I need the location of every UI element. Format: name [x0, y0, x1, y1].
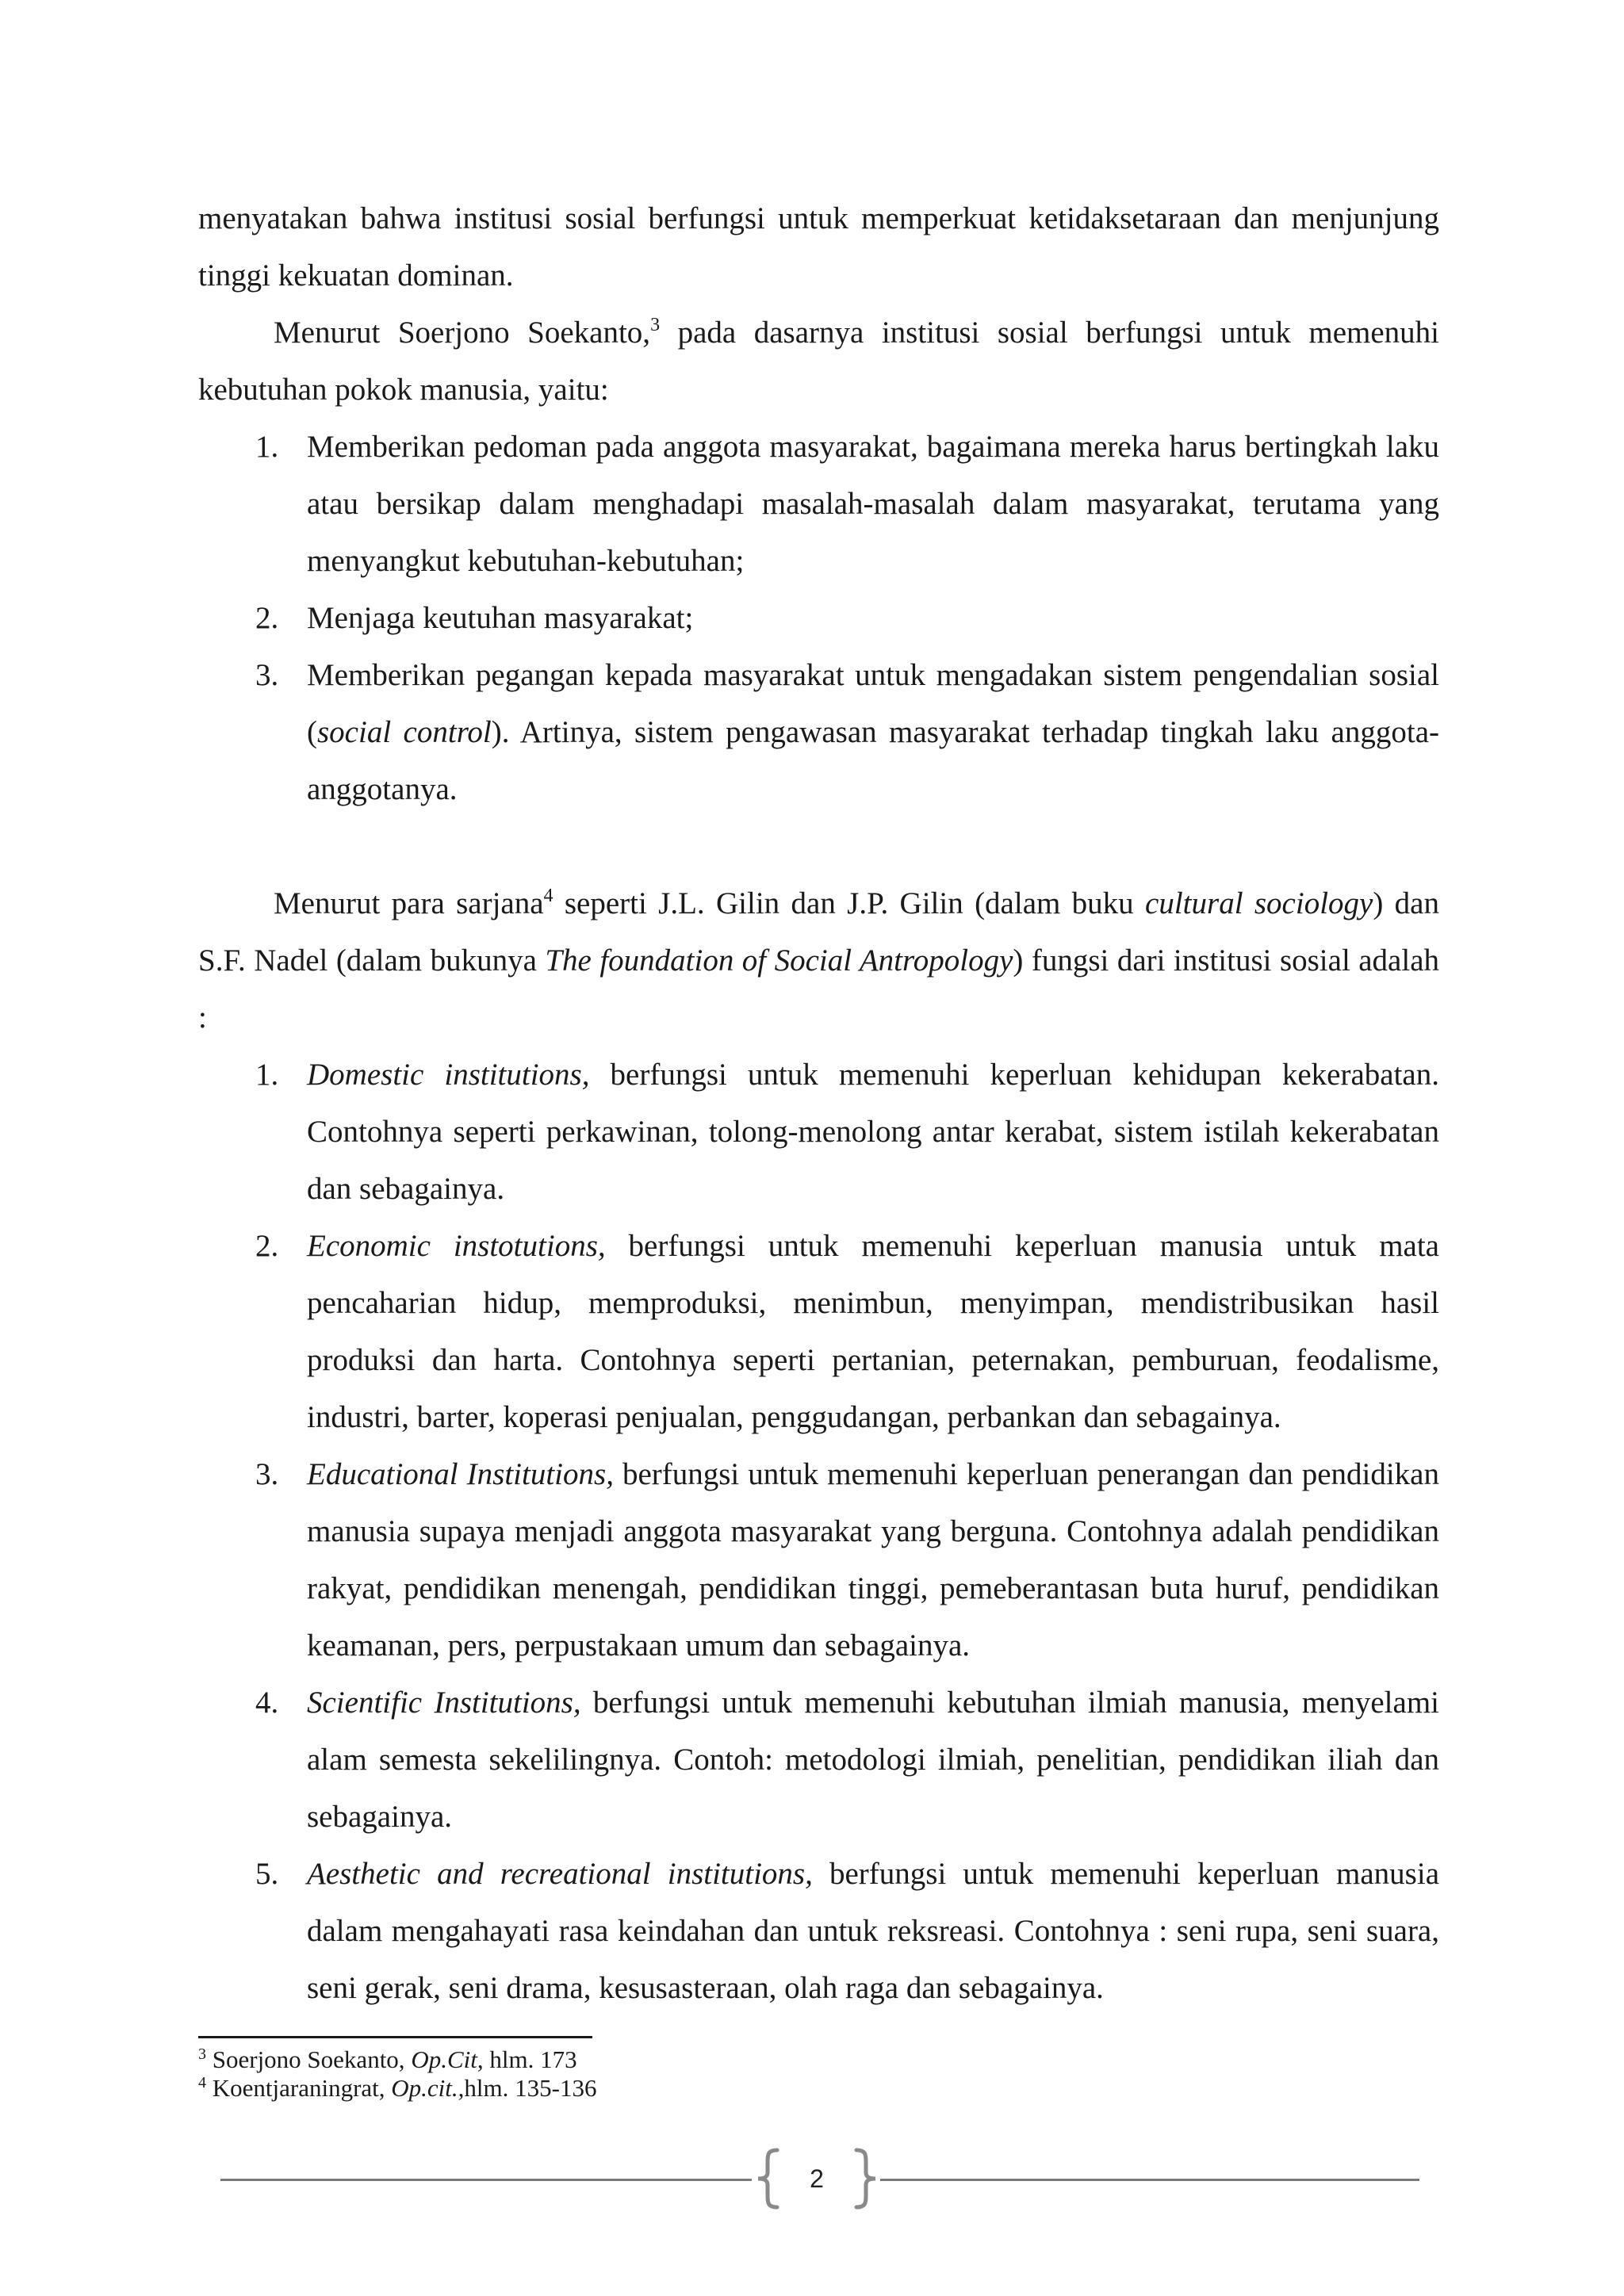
paragraph-text: ) fungsi dari institusi sosial adalah : [198, 943, 1440, 1035]
spacer [198, 818, 1439, 875]
paragraph-sarjana [198, 875, 1439, 1047]
list-item-text: ). Artinya, sistem pengawasan masyarakat terhadap tingkah laku anggota-anggotanya. [307, 715, 1439, 806]
footnote-italic: Op.Cit [411, 2045, 477, 2073]
list-number: 2. [255, 1229, 279, 1263]
footnote-text: hlm. 135-136 [464, 2074, 597, 2102]
list-number: 1. [255, 430, 279, 464]
list-item [198, 1846, 1439, 2017]
paragraph-text: pada dasarnya institusi sosial berfungsi untuk memenuhi kebutuhan pokok manusia, yaitu: [198, 316, 1440, 407]
list-item [198, 1218, 1439, 1446]
institution-function-list [198, 1047, 1439, 2017]
institution-name: Domestic institutions, [307, 1058, 590, 1092]
list-number: 5. [255, 1857, 279, 1891]
footnote-mark: 4 [198, 2074, 206, 2091]
list-item [198, 1674, 1439, 1846]
institution-name: Economic instotutions, [307, 1229, 606, 1263]
list-item-text: berfungsi untuk memenuhi keperluan manusia untuk mata pencaharian hidup, memproduksi, menimbun, menyimpan, mendistribusikan hasil produksi dan harta. Contohnya seperti pertanian, peternakan, pemburuan, feodalisme, industri, barter, koperasi penjualan, penggudangan, perbankan dan sebagainya. [307, 1229, 1439, 1434]
soekanto-function-list [198, 419, 1439, 818]
list-item [198, 419, 1439, 590]
list-number: 3. [255, 658, 279, 692]
list-item-text: berfungsi untuk memenuhi keperluan manusia dalam mengahayati rasa keindahan dan untuk reksreasi. Contohnya : seni rupa, seni suara, seni gerak, seni drama, kesusasteraan, olah raga dan sebagainya. [307, 1857, 1440, 2005]
institution-name: Aesthetic and recreational institutions, [307, 1857, 813, 1891]
list-item-text: Menjaga keutuhan masyarakat; [307, 601, 694, 635]
list-item [198, 1446, 1439, 1674]
list-number: 1. [255, 1058, 279, 1092]
footer-rule-left [220, 2179, 752, 2181]
list-number: 3. [255, 1457, 279, 1491]
list-item-text: berfungsi untuk memenuhi kebutuhan ilmiah manusia, menyelami alam semesta sekelilingnya. Contoh: metodologi ilmiah, penelitian, pendidikan iliah dan sebagainya. [307, 1686, 1439, 1834]
footnotes [198, 2045, 596, 2103]
right-curly-bracket-icon [852, 2147, 880, 2210]
footnote-separator [198, 2036, 592, 2038]
page-number: 2 [810, 2164, 824, 2193]
book-title-italic: The foundation of Social Antropology [545, 943, 1013, 978]
institution-name: Educational Institutions, [307, 1457, 614, 1491]
list-item-italic: social control [317, 715, 492, 749]
paragraph-soekanto [198, 304, 1439, 419]
paragraph-text: Menurut para sarjana [274, 886, 544, 920]
footer-rule-right [880, 2179, 1419, 2181]
institution-name: Scientific Institutions, [307, 1686, 581, 1720]
list-number: 2. [255, 601, 279, 635]
paragraph-text: seperti J.L. Gilin dan J.P. Gilin (dalam buku [553, 886, 1146, 920]
footnote-3 [198, 2045, 596, 2074]
footnote-text: Soerjono Soekanto, [206, 2045, 412, 2073]
list-item-text: berfungsi untuk memenuhi keperluan kehidupan kekerabatan. Contohnya seperti perkawinan, tolong-menolong antar kerabat, sistem istilah kekerabatan dan sebagainya. [307, 1058, 1439, 1206]
footnote-mark: 3 [198, 2045, 206, 2063]
paragraph-text: Menurut Soerjono Soekanto, [274, 316, 651, 350]
footnote-text: , hlm. 173 [477, 2045, 577, 2073]
footnote-ref-3: 3 [650, 315, 661, 335]
list-item-text: berfungsi untuk memenuhi keperluan penerangan dan pendidikan manusia supaya menjadi anggota masyarakat yang berguna. Contohnya adalah pendidikan rakyat, pendidikan menengah, pendidikan tinggi, pemeberantasan buta huruf, pendidikan keamanan, pers, perpustakaan umum dan sebagainya. [307, 1457, 1439, 1663]
paragraph-text: ) dan S.F. Nadel (dalam bukunya [198, 886, 1439, 978]
document-body [198, 190, 1439, 2017]
book-title-italic: cultural sociology [1145, 886, 1373, 920]
list-item [198, 590, 1439, 647]
paragraph-continuation: menyatakan bahwa institusi sosial berfungsi untuk memperkuat ketidaksetaraan dan menjunjung tinggi kekuatan dominan. [198, 201, 1439, 293]
footnote-ref-4: 4 [543, 886, 553, 906]
footnote-4 [198, 2074, 596, 2103]
list-item [198, 1047, 1439, 1218]
list-item-text: Memberikan pegangan kepada masyarakat untuk mengadakan sistem pengendalian sosial ( [307, 658, 1439, 749]
left-curly-bracket-icon [753, 2147, 782, 2210]
list-number: 4. [255, 1686, 279, 1720]
list-item-text: Memberikan pedoman pada anggota masyarakat, bagaimana mereka harus bertingkah laku atau bersikap dalam menghadapi masalah-masalah dalam masyarakat, terutama yang menyangkut kebutuhan-kebutuhan; [307, 430, 1439, 578]
footnote-text: Koentjaraningrat, [206, 2074, 392, 2102]
list-item [198, 647, 1439, 818]
footnote-italic: Op.cit., [391, 2074, 465, 2102]
